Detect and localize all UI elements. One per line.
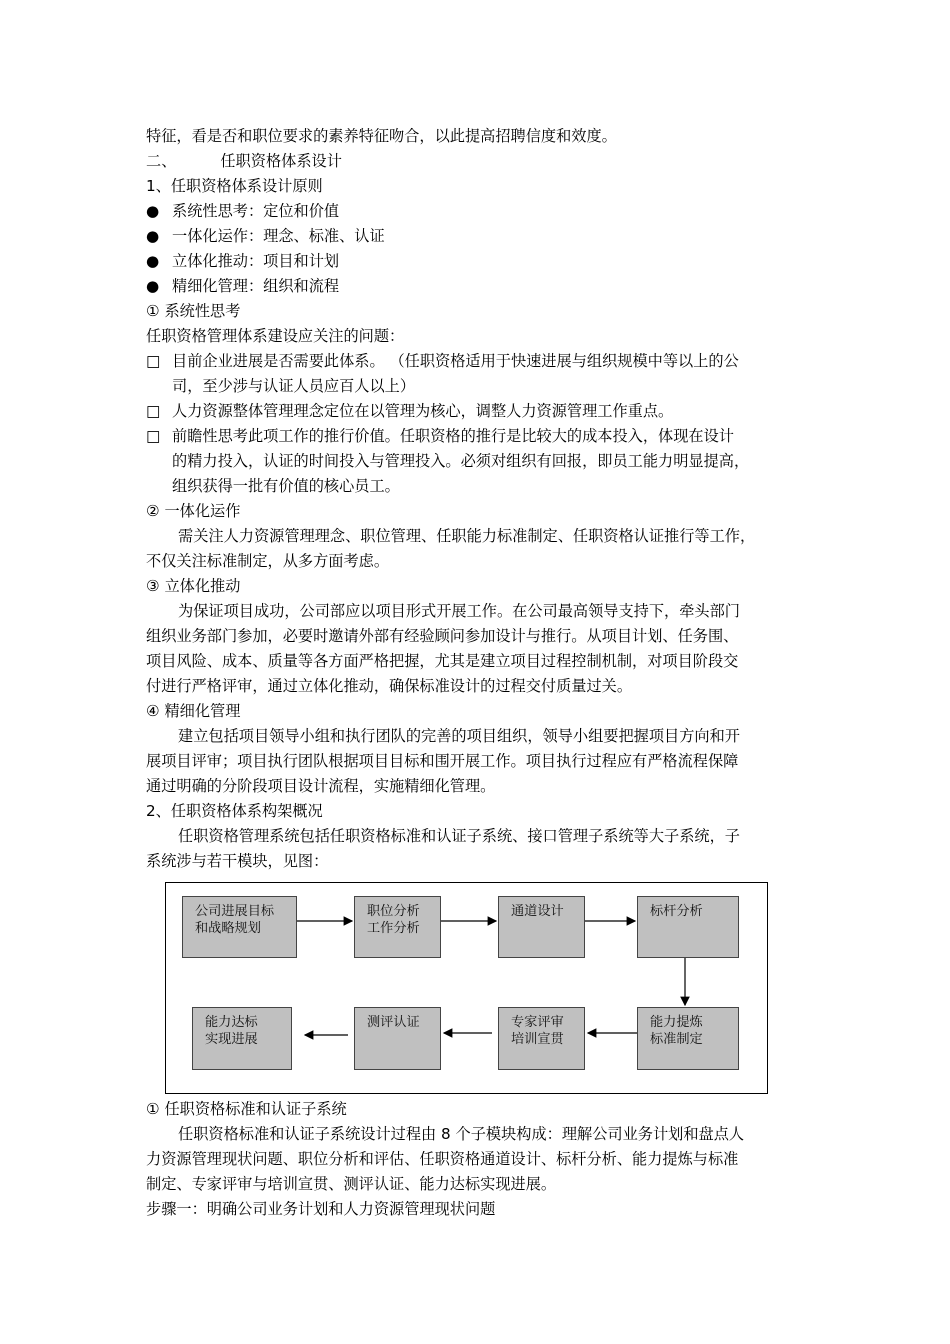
subsection-heading: 1、任职资格体系设计原则 bbox=[146, 177, 323, 195]
paragraph: 为保证项目成功，公司部应以项目形式开展工作。在公司最高领导支持下，牵头部门 bbox=[178, 602, 740, 620]
subheading: ③ 立体化推动 bbox=[146, 577, 241, 595]
paragraph: 任职资格标准和认证子系统设计过程由 8 个子模块构成：理解公司业务计划和盘点人 bbox=[178, 1125, 745, 1143]
flow-node-review-training: 专家评审 培训宣贯 bbox=[498, 1007, 585, 1070]
paragraph: 通过明确的分阶段项目设计流程，实施精细化管理。 bbox=[146, 777, 496, 795]
checkbox-icon: □ bbox=[146, 427, 161, 445]
flow-node-job-analysis: 职位分析 工作分析 bbox=[354, 896, 441, 958]
subheading: ① 系统性思考 bbox=[146, 302, 241, 320]
bullet-item: 一体化运作：理念、标准、认证 bbox=[172, 227, 385, 245]
flow-node-strategy: 公司进展目标 和战略规划 bbox=[182, 896, 297, 958]
bullet-item: 立体化推动：项目和计划 bbox=[172, 252, 340, 270]
bullet-icon: ● bbox=[146, 277, 160, 295]
checklist-item: 前瞻性思考此项工作的推行价值。任职资格的推行是比较大的成本投入，体现在设计 bbox=[172, 427, 734, 445]
paragraph: 需关注人力资源管理理念、职位管理、任职能力标准制定、任职资格认证推行等工作， bbox=[178, 527, 756, 545]
flow-node-assessment: 测评认证 bbox=[354, 1007, 441, 1070]
paragraph: 付进行严格评审，通过立体化推动，确保标准设计的过程交付质量过关。 bbox=[146, 677, 632, 695]
section-title: 任职资格体系设计 bbox=[220, 152, 342, 170]
text-line: 特征，看是否和职位要求的素养特征吻合，以此提高招聘信度和效度。 bbox=[146, 127, 617, 145]
flow-node-channel-design: 通道设计 bbox=[498, 896, 585, 958]
step-heading: 步骤一：明确公司业务计划和人力资源管理现状问题 bbox=[146, 1200, 496, 1218]
paragraph: 项目风险、成本、质量等各方面严格把握，尤其是建立项目过程控制机制，对项目阶段交 bbox=[146, 652, 739, 670]
checkbox-icon: □ bbox=[146, 352, 161, 370]
flow-node-capability-goal: 能力达标 实现进展 bbox=[192, 1007, 292, 1070]
subheading: ④ 精细化管理 bbox=[146, 702, 241, 720]
checklist-item: 目前企业进展是否需要此体系。 （任职资格适用于快速进展与组织规模中等以上的公 bbox=[172, 352, 739, 370]
bullet-icon: ● bbox=[146, 252, 160, 270]
checklist-item-continued: 的精力投入，认证的时间投入与管理投入。必须对组织有回报，即员工能力明显提高， bbox=[172, 452, 750, 470]
checklist-item-continued: 组织获得一批有价值的核心员工。 bbox=[172, 477, 400, 495]
paragraph: 力资源管理现状问题、职位分析和评估、任职资格通道设计、标杆分析、能力提炼与标准 bbox=[146, 1150, 739, 1168]
bullet-icon: ● bbox=[146, 202, 160, 220]
checklist-item: 人力资源整体管理理念定位在以管理为核心，调整人力资源管理工作重点。 bbox=[172, 402, 674, 420]
section-number: 二、 bbox=[146, 152, 177, 170]
paragraph: 展项目评审；项目执行团队根据项目目标和围开展工作。项目执行过程应有严格流程保障 bbox=[146, 752, 739, 770]
paragraph: 不仅关注标准制定，从多方面考虑。 bbox=[146, 552, 389, 570]
subheading: ② 一体化运作 bbox=[146, 502, 241, 520]
bullet-icon: ● bbox=[146, 227, 160, 245]
paragraph: 组织业务部门参加，必要时邀请外部有经验顾问参加设计与推行。从项目计划、任务围、 bbox=[146, 627, 739, 645]
flow-node-benchmark: 标杆分析 bbox=[637, 896, 739, 958]
paragraph: 建立包括项目领导小组和执行团队的完善的项目组织，领导小组要把握项目方向和开 bbox=[178, 727, 740, 745]
bullet-item: 系统性思考：定位和价值 bbox=[172, 202, 340, 220]
flow-node-standard: 能力提炼 标准制定 bbox=[637, 1007, 739, 1070]
paragraph: 任职资格管理系统包括任职资格标准和认证子系统、接口管理子系统等大子系统，子 bbox=[178, 827, 740, 845]
paragraph: 任职资格管理体系建设应关注的问题： bbox=[146, 327, 405, 345]
checkbox-icon: □ bbox=[146, 402, 161, 420]
subsection-heading: 2、任职资格体系构架概况 bbox=[146, 802, 323, 820]
paragraph: 制定、专家评审与培训宣贯、测评认证、能力达标实现进展。 bbox=[146, 1175, 557, 1193]
bullet-item: 精细化管理：组织和流程 bbox=[172, 277, 340, 295]
checklist-item-continued: 司，至少涉与认证人员应百人以上） bbox=[172, 377, 415, 395]
subheading: ① 任职资格标准和认证子系统 bbox=[146, 1100, 347, 1118]
paragraph: 系统涉与若干模块，见图： bbox=[146, 852, 329, 870]
